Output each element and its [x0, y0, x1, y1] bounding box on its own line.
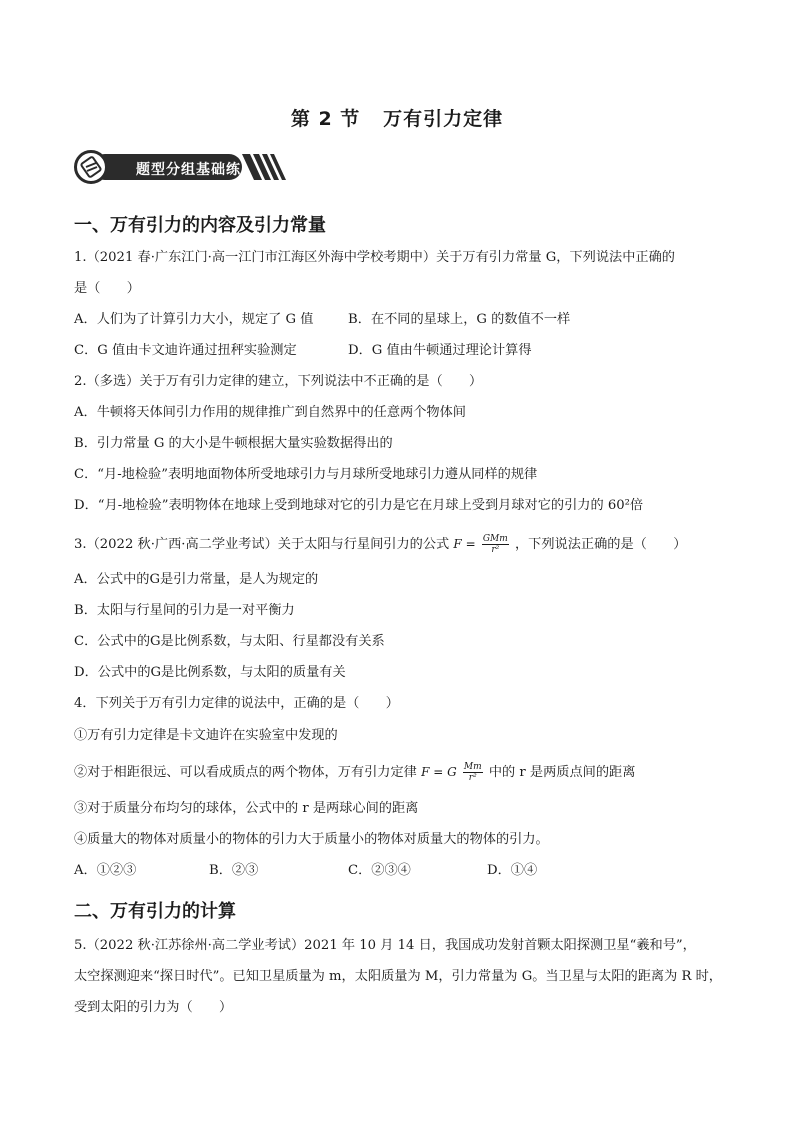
question-2-option-b: B．引力常量 G 的大小是牛顿根据大量实验数据得出的: [74, 436, 393, 451]
question-1-option-d: D．G 值由牛顿通过理论计算得: [348, 343, 532, 358]
question-4-option-a: A．①②③: [74, 863, 137, 878]
question-4-statement-1: ①万有引力定律是卡文迪许在实验室中发现的: [74, 728, 338, 743]
question-3-formula-lead: F =: [453, 537, 476, 551]
question-5-stem-cont-2: 受到太阳的引力为（ ）: [74, 1000, 233, 1015]
question-1-stem: 1.（2021 春·广东江门·高一江门市江海区外海中学校考期中）关于万有引力常量 G，下列说法中正确的: [74, 250, 675, 265]
question-4-statement-2-post: 中的 r 是两质点间的距离: [488, 765, 636, 780]
question-3-formula: [482, 534, 509, 555]
question-5-stem-cont-1: 太空探测迎来“探日时代”。已知卫星质量为 m，太阳质量为 M，引力常量为 G。当卫星与太阳的距离为 R 时，: [74, 969, 722, 984]
question-1-option-a: A．人们为了计算引力大小，规定了 G 值: [74, 312, 314, 327]
question-2-option-a: A．牛顿将天体间引力作用的规律推广到自然界中的任意两个物体间: [74, 405, 466, 420]
question-4-formula-denominator: r²: [468, 773, 477, 783]
question-4-statement-3: ③对于质量分布均匀的球体，公式中的 r 是两球心间的距离: [74, 801, 419, 816]
question-4-option-d: D．①④: [487, 863, 538, 878]
question-3-option-b: B．太阳与行星间的引力是一对平衡力: [74, 603, 295, 618]
question-4-stem: 4．下列关于万有引力定律的说法中，正确的是（ ）: [74, 696, 399, 711]
question-4-statement-2: [74, 762, 635, 783]
question-3-option-a: A．公式中的G是引力常量，是人为规定的: [74, 572, 319, 587]
question-3-option-d: D．公式中的G是比例系数，与太阳的质量有关: [74, 665, 346, 680]
page-title: 第 2 节 万有引力定律: [290, 108, 504, 130]
section-banner: [74, 150, 286, 184]
question-4-statement-2-pre: ②对于相距很远、可以看成质点的两个物体，万有引力定律: [74, 765, 417, 780]
question-4-statement-4: ④质量大的物体对质量小的物体的引力大于质量小的物体对质量大的物体的引力。: [74, 832, 549, 847]
question-4-option-c: C．②③④: [348, 863, 411, 878]
question-2-stem: 2.（多选）关于万有引力定律的建立，下列说法中不正确的是（ ）: [74, 374, 483, 389]
banner-label: 题型分组基础练: [136, 162, 241, 178]
question-5-stem: 5.（2022 秋·江苏徐州·高二学业考试）2021 年 10 月 14 日，我国成功发射首颗太阳探测卫星“羲和号”，: [74, 938, 696, 953]
question-4-option-b: B．②③: [209, 863, 259, 878]
banner-logo-icon: [74, 150, 108, 184]
question-4-formula-lead: F = G: [421, 765, 457, 779]
question-3-formula-numerator: GMm: [482, 534, 508, 544]
section-heading-1: 一、万有引力的内容及引力常量: [74, 215, 326, 236]
question-4-formula-numerator: Mm: [463, 762, 482, 772]
question-1-stem-cont: 是（ ）: [74, 281, 140, 296]
question-3-stem-pre: 3.（2022 秋·广西·高二学业考试）关于太阳与行星间引力的公式: [74, 537, 450, 552]
question-4-formula: [463, 762, 483, 783]
question-3-stem-post: ，下列说法正确的是（ ）: [514, 537, 687, 552]
question-3-stem: [74, 534, 686, 555]
section-heading-2: 二、万有引力的计算: [74, 901, 236, 922]
question-3-option-c: C．公式中的G是比例系数，与太阳、行星都没有关系: [74, 634, 385, 649]
question-3-formula-denominator: r²: [491, 545, 500, 555]
question-1-option-c: C．G 值由卡文迪许通过扭秤实验测定: [74, 343, 297, 358]
banner-stripes-icon: [242, 154, 286, 180]
question-2-option-c: C．“月-地检验”表明地面物体所受地球引力与月球所受地球引力遵从同样的规律: [74, 467, 538, 482]
question-1-option-b: B．在不同的星球上，G 的数值不一样: [348, 312, 571, 327]
question-2-option-d: D．“月-地检验”表明物体在地球上受到地球对它的引力是它在月球上受到月球对它的引力的 60²倍: [74, 498, 644, 513]
